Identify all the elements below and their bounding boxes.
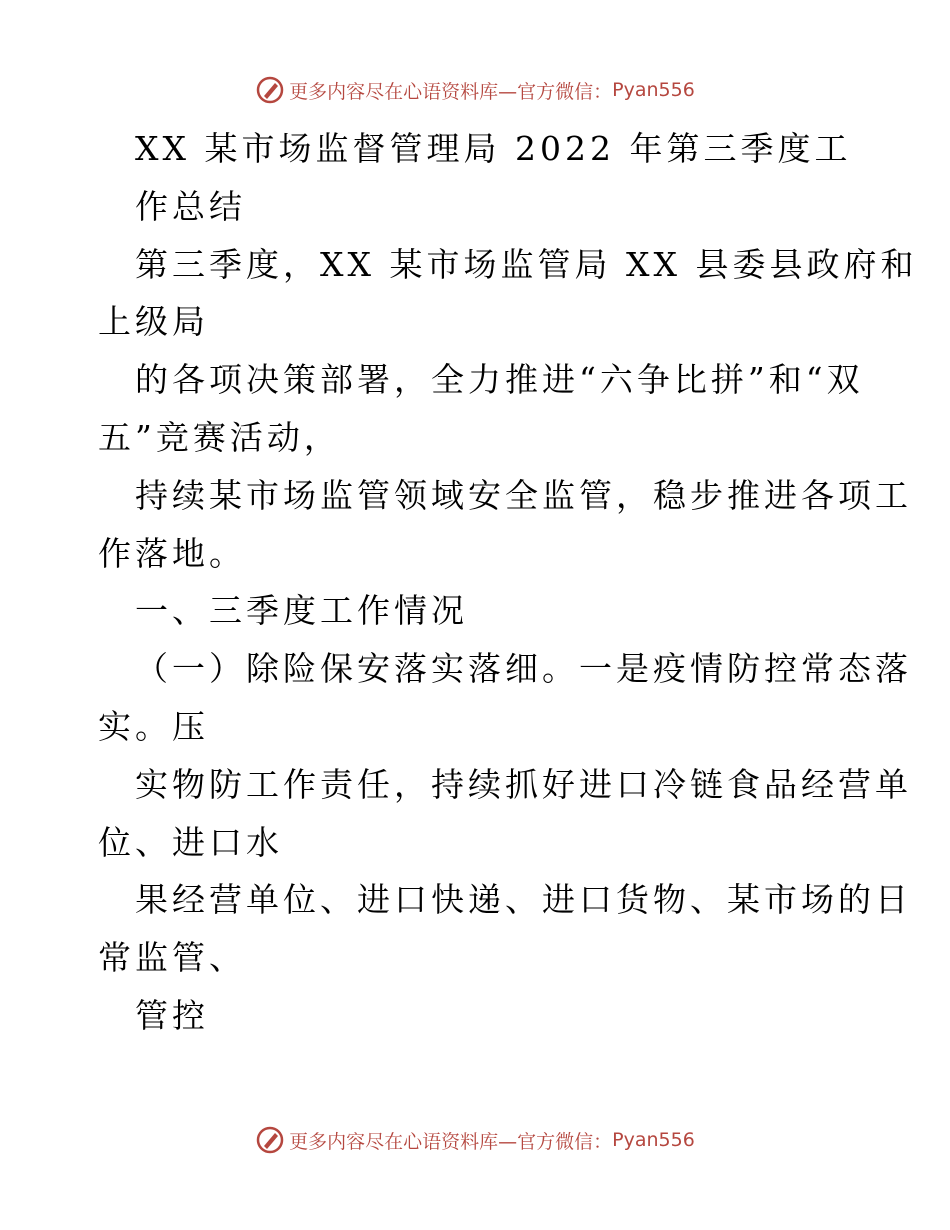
watermark-text: 更多内容尽在心语资料库—官方微信： [289, 80, 613, 103]
text-line: 果经营单位、进口快递、进口货物、某市场的日 [135, 880, 912, 920]
document-body [98, 120, 918, 1045]
watermark-header [0, 70, 950, 110]
text-line: 第三季度，XX 某市场监管局 XX 县委县政府和 [135, 244, 918, 284]
logo-icon [255, 75, 285, 105]
text-line: 实物防工作责任，持续抓好进口冷链食品经营单 [135, 764, 912, 804]
logo-icon [255, 1125, 285, 1155]
text-line: 实。压 [98, 706, 209, 746]
section-heading: 一、三季度工作情况 [135, 591, 468, 631]
text-line: （一）除险保安落实落细。一是疫情防控常态落 [135, 649, 912, 689]
watermark-footer [0, 1120, 950, 1160]
text-line: 五”竞赛活动， [98, 417, 341, 457]
watermark-wechat-id: Pyan556 [612, 1129, 695, 1151]
text-line: 管控 [135, 995, 209, 1035]
title-line-1: XX 某市场监督管理局 2022 年第三季度工 [135, 129, 852, 168]
text-line: 上级局 [98, 302, 209, 342]
watermark-wechat-id: Pyan556 [612, 79, 695, 101]
watermark-text: 更多内容尽在心语资料库—官方微信： [289, 1130, 613, 1153]
text-line: 的各项决策部署，全力推进“六争比拼”和“双 [135, 360, 864, 400]
text-line: 常监管、 [98, 938, 246, 978]
title-line-2: 作总结 [135, 186, 246, 226]
text-line: 作落地。 [98, 533, 246, 573]
text-line: 持续某市场监管领域安全监管，稳步推进各项工 [135, 475, 912, 515]
text-line: 位、进口水 [98, 822, 283, 862]
